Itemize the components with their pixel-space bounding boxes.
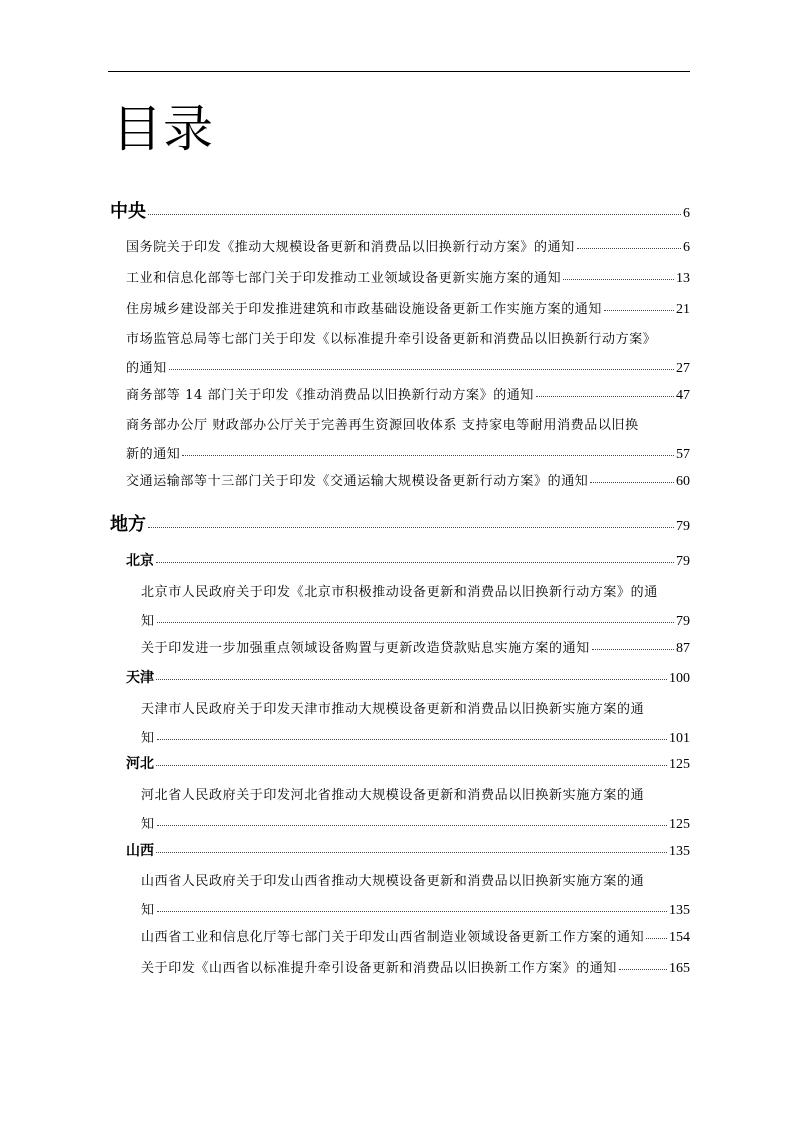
toc-entry-title: 交通运输部等十三部门关于印发《交通运输大规模设备更新行动方案》的通知 <box>126 474 589 489</box>
toc-entry-title: 工业和信息化部等七部门关于印发推动工业领域设备更新实施方案的通知 <box>126 271 562 286</box>
page-number: 79 <box>676 554 690 569</box>
page-number: 60 <box>676 474 690 489</box>
toc-entry-title-line1: 市场监管总局等七部门关于印发《以标准提升牵引设备更新和消费品以旧换新行动方案》 <box>126 332 657 347</box>
dot-leader <box>157 824 667 826</box>
page-number: 47 <box>676 388 690 403</box>
dot-leader <box>157 621 674 623</box>
toc-entry[interactable] <box>126 298 690 318</box>
toc-region-beijing[interactable] <box>126 550 690 570</box>
page-number: 6 <box>683 240 690 255</box>
toc-entry[interactable] <box>141 957 690 977</box>
toc-entry-title: 关于印发进一步加强重点领域设备购置与更新改造贷款贴息实施方案的通知 <box>141 641 590 656</box>
toc-region-name: 河北 <box>126 756 154 772</box>
page-number: 154 <box>669 930 690 945</box>
toc-region-name: 北京 <box>126 553 154 569</box>
toc-entry[interactable] <box>141 698 690 747</box>
page-title: 目录 <box>112 100 214 158</box>
toc-entry-title-line2: 新的通知 <box>126 447 181 462</box>
dot-leader <box>156 851 667 853</box>
page-number: 79 <box>676 614 690 629</box>
dot-leader <box>156 678 667 680</box>
page-number: 21 <box>676 302 690 317</box>
page-number: 6 <box>683 206 690 221</box>
dot-leader <box>590 481 674 483</box>
dot-leader <box>182 454 674 456</box>
dot-leader <box>148 213 681 215</box>
dot-leader <box>157 738 667 740</box>
toc-entry[interactable] <box>126 267 690 287</box>
toc-region-name: 天津 <box>126 670 154 686</box>
page-number: 27 <box>676 361 690 376</box>
dot-leader <box>536 395 674 397</box>
toc-region-shanxi[interactable] <box>126 840 690 860</box>
page-number: 87 <box>676 641 690 656</box>
toc-entry[interactable] <box>126 470 690 490</box>
toc-entry[interactable] <box>141 637 690 657</box>
toc-entry-title: 商务部等 14 部门关于印发《推动消费品以旧换新行动方案》的通知 <box>126 388 535 403</box>
toc-heading-label: 中央 <box>110 201 146 222</box>
toc-entry-title-line1: 北京市人民政府关于印发《北京市积极推动设备更新和消费品以旧换新行动方案》的通 <box>141 585 658 600</box>
page-number: 57 <box>676 447 690 462</box>
dot-leader <box>563 278 674 280</box>
toc-entry[interactable] <box>141 870 690 919</box>
dot-leader <box>156 764 667 766</box>
toc-entry[interactable] <box>126 414 690 463</box>
toc-entry-title: 国务院关于印发《推动大规模设备更新和消费品以旧换新行动方案》的通知 <box>126 240 575 255</box>
toc-entry-title-line2: 知 <box>141 903 155 918</box>
toc-heading-central[interactable] <box>110 197 690 223</box>
toc-entry-title-line2: 知 <box>141 614 155 629</box>
page-number: 165 <box>669 961 690 976</box>
dot-leader <box>148 526 674 528</box>
toc-entry-title-line1: 河北省人民政府关于印发河北省推动大规模设备更新和消费品以旧换新实施方案的通 <box>141 788 645 803</box>
page-number: 101 <box>669 731 690 746</box>
page-number: 125 <box>669 757 690 772</box>
header-rule <box>108 71 690 72</box>
toc-entry-title: 住房城乡建设部关于印发推进建筑和市政基础设施设备更新工作实施方案的通知 <box>126 302 603 317</box>
page-number: 125 <box>669 817 690 832</box>
toc-entry-title-line2: 知 <box>141 731 155 746</box>
dot-leader <box>156 561 674 563</box>
dot-leader <box>157 910 667 912</box>
toc-entry[interactable] <box>141 581 690 630</box>
toc-heading-local[interactable] <box>110 510 690 536</box>
dot-leader <box>604 309 674 311</box>
toc-region-tianjin[interactable] <box>126 667 690 687</box>
dot-leader <box>577 247 681 249</box>
dot-leader <box>169 368 674 370</box>
toc-entry-title: 山西省工业和信息化厅等七部门关于印发山西省制造业领域设备更新工作方案的通知 <box>141 930 645 945</box>
toc-entry-title-line2: 的通知 <box>126 361 167 376</box>
toc-entry-title-line1: 天津市人民政府关于印发天津市推动大规模设备更新和消费品以旧换新实施方案的通 <box>141 702 645 717</box>
dot-leader <box>619 968 667 970</box>
toc-entry[interactable] <box>126 384 690 404</box>
toc-entry[interactable] <box>141 784 690 833</box>
toc-region-hebei[interactable] <box>126 753 690 773</box>
toc-entry[interactable] <box>126 328 690 377</box>
toc-entry-title-line1: 商务部办公厅 财政部办公厅关于完善再生资源回收体系 支持家电等耐用消费品以旧换 <box>126 418 639 433</box>
toc-heading-label: 地方 <box>110 514 146 535</box>
dot-leader <box>592 648 674 650</box>
toc-entry-title-line2: 知 <box>141 817 155 832</box>
page-number: 100 <box>669 671 690 686</box>
dot-leader <box>646 937 667 939</box>
page-number: 135 <box>669 903 690 918</box>
toc-region-name: 山西 <box>126 843 154 859</box>
toc-entry-title: 关于印发《山西省以标准提升牵引设备更新和消费品以旧换新工作方案》的通知 <box>141 961 618 976</box>
toc-entry-title-line1: 山西省人民政府关于印发山西省推动大规模设备更新和消费品以旧换新实施方案的通 <box>141 874 645 889</box>
page-number: 13 <box>676 271 690 286</box>
page-number: 79 <box>676 519 690 534</box>
toc-entry[interactable] <box>126 236 690 256</box>
page-number: 135 <box>669 844 690 859</box>
toc-entry[interactable] <box>141 926 690 946</box>
